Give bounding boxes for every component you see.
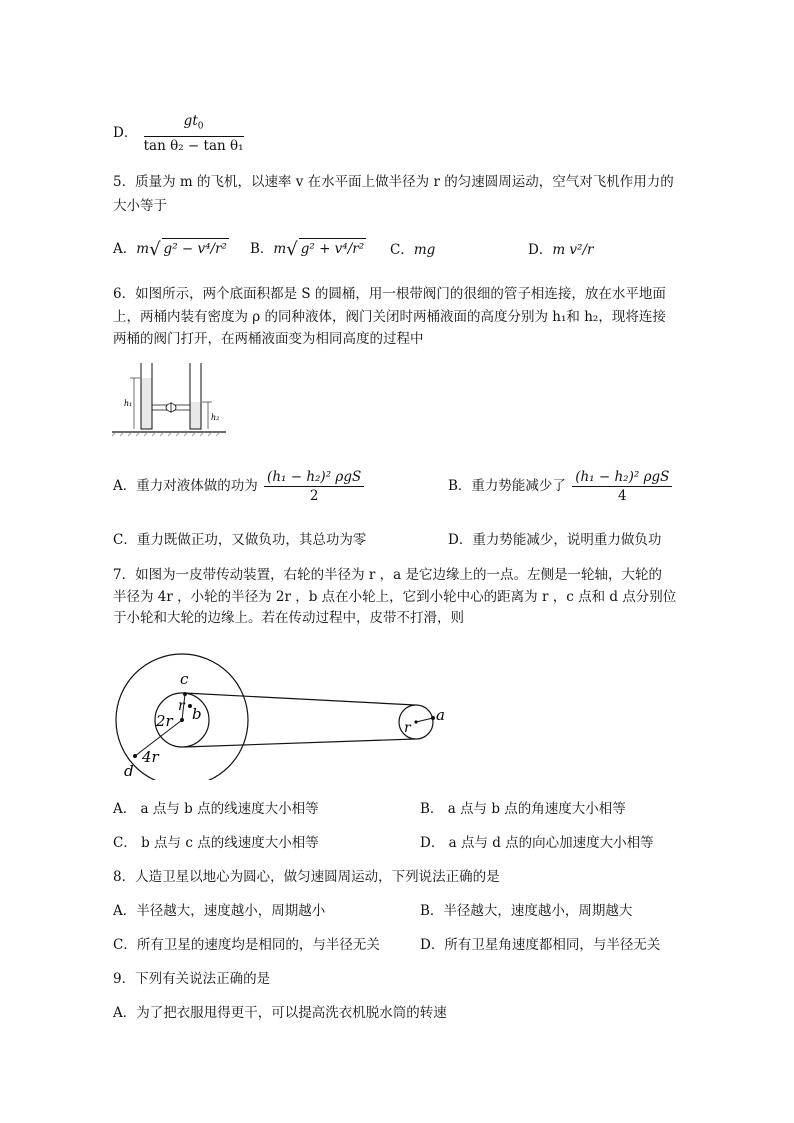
q5-option-a-radicand: g² − v⁴/r² [162, 238, 229, 259]
q7-option-c: C． b 点与 c 点的线速度大小相等 [113, 835, 319, 851]
q6-option-a [113, 468, 366, 505]
q7-stem-line3: 于小轮和大轮的边缘上。若在传动过程中，皮带不打滑，则 [113, 610, 464, 626]
q6-option-b-text: B．重力势能减少了 [448, 478, 566, 494]
q6-option-b [448, 468, 674, 505]
q5-option-d [528, 240, 593, 260]
q5-option-b-m: m [273, 241, 287, 257]
fig-label-r: r [178, 698, 185, 714]
q6-option-b-numerator: (h₁ − h₂)² ρgS [572, 468, 672, 487]
q6-option-b-denominator: 4 [618, 488, 627, 504]
fig-label-4r: 4r [142, 748, 159, 766]
q5-option-b-label: B． [250, 241, 274, 257]
q7-option-a: A． a 点与 b 点的线速度大小相等 [113, 801, 319, 817]
q5-stem-line2: 大小等于 [113, 198, 167, 214]
q6-option-a-numerator: (h₁ − h₂)² ρgS [264, 468, 364, 487]
fig-h2-label: h₂ [211, 413, 220, 422]
q6-option-b-fraction [572, 468, 672, 505]
ground-hatching [112, 432, 220, 436]
q5-option-d-label: D． [528, 242, 553, 258]
q8-option-b: B．半径越大，速度越小，周期越大 [420, 903, 633, 919]
q9-stem: 9．下列有关说法正确的是 [113, 971, 271, 987]
fig-label-b: b [192, 705, 202, 723]
fig-label-2r: 2r [156, 712, 173, 730]
q6-option-a-fraction [264, 468, 364, 505]
q6-tank-figure [112, 358, 232, 438]
q5-option-c-label: C． [390, 242, 414, 258]
q5-option-b-radicand: g² + v⁴/r² [299, 238, 366, 259]
q4-option-d-label: D． [113, 124, 138, 141]
right-tank-liquid [190, 402, 201, 429]
q8-option-d: D．所有卫星角速度都相同，与半径无关 [420, 937, 661, 953]
point-c [183, 692, 187, 696]
fig-label-r-small: r [404, 720, 411, 736]
q8-option-a: A．半径越大，速度越小，周期越小 [113, 903, 326, 919]
q5-option-c [390, 240, 435, 260]
q6-option-a-text: A．重力对液体做的功为 [113, 478, 258, 494]
q6-stem-line1: 6．如图所示，两个底面积都是 S 的圆桶，用一根带阀门的很细的管子相连接，放在水平地面 [113, 286, 666, 302]
q5-stem-line1: 5．质量为 m 的飞机，以速率 v 在水平面上做半径为 r 的匀速圆周运动，空气对飞机作用力的 [113, 174, 674, 190]
fig-h1-label: h₁ [124, 399, 133, 408]
q4-option-d [113, 112, 246, 155]
point-d [133, 754, 137, 758]
q5-option-c-expr: mg [413, 242, 436, 258]
q4-option-d-fraction [144, 112, 244, 155]
q4-option-d-numerator-sub: 0 [197, 121, 204, 132]
fig-label-d: d [124, 762, 134, 780]
left-tank-liquid [141, 378, 152, 429]
fig-label-c: c [180, 670, 189, 688]
q5-option-d-expr: m v²/r [552, 242, 594, 258]
q5-option-b: B．m√ g² + v⁴/r² [250, 239, 365, 260]
q7-belt-figure [112, 650, 452, 780]
q5-option-a: A．m√ g² − v⁴/r² [113, 239, 227, 260]
fig-label-a: a [436, 706, 445, 724]
q5-option-a-m: m [136, 241, 150, 257]
q9-option-a: A．为了把衣服甩得更干，可以提高洗衣机脱水筒的转速 [113, 1005, 447, 1021]
q7-stem-line1: 7．如图为一皮带传动装置，右轮的半径为 r ，a 是它边缘上的一点。左侧是一轮轴，大轮的 [113, 567, 662, 583]
q6-stem-line2: 上，两桶内装有密度为 ρ 的同种液体，阀门关闭时两桶液面的高度分别为 h₁和 h₂，现将连接 [113, 309, 666, 325]
q4-option-d-denominator: tan θ₂ − tan θ₁ [143, 137, 244, 154]
q7-option-d: D． a 点与 d 点的向心加速度大小相等 [420, 835, 654, 851]
q6-option-a-denominator: 2 [309, 488, 319, 504]
q7-stem-line2: 半径为 4r ，小轮的半径为 2r ，b 点在小轮上，它到小轮中心的距离为 r ，c 点和 d 点分别位 [113, 589, 677, 605]
q4-option-d-numerator: gt [183, 113, 198, 129]
q6-option-d: D．重力势能减少，说明重力做负功 [448, 532, 662, 548]
q7-option-b: B． a 点与 b 点的角速度大小相等 [420, 801, 626, 817]
q8-option-c: C．所有卫星的速度均是相同的，与半径无关 [113, 937, 380, 953]
q5-option-a-label: A． [113, 241, 137, 257]
q6-stem-line3: 两桶的阀门打开，在两桶液面变为相同高度的过程中 [113, 331, 424, 347]
q8-stem: 8．人造卫星以地心为圆心，做匀速圆周运动，下列说法正确的是 [113, 869, 500, 885]
belt-bottom [184, 739, 415, 747]
large-wheel-center [180, 718, 184, 722]
belt-top [184, 693, 415, 705]
q6-option-c: C．重力既做正功，又做负功，其总功为零 [113, 532, 367, 548]
